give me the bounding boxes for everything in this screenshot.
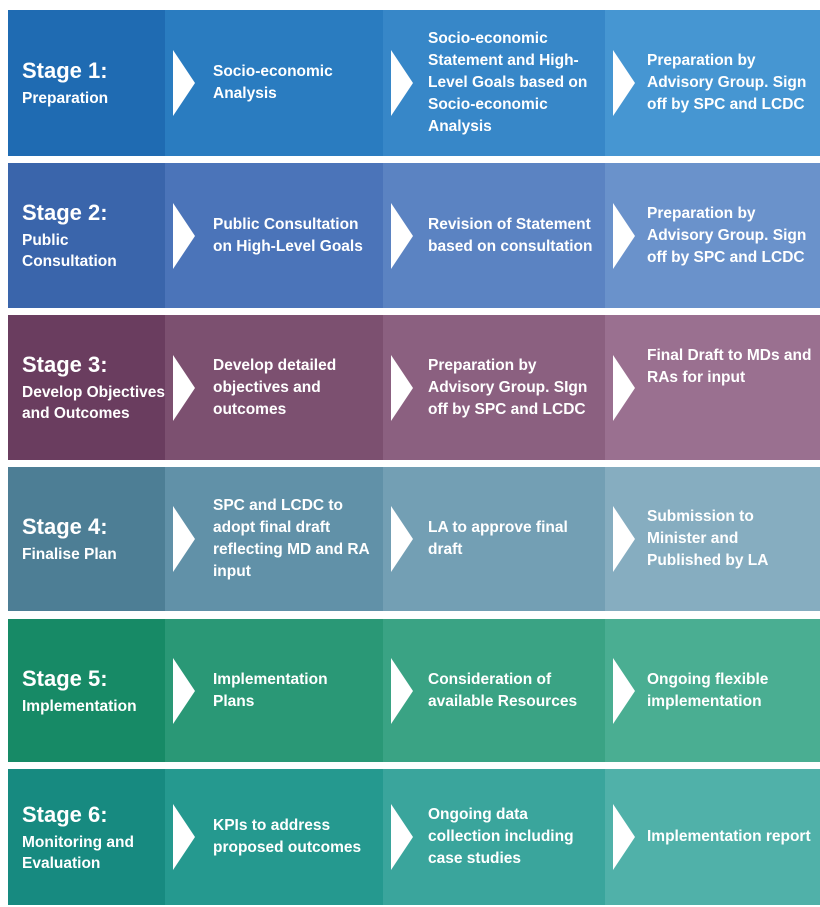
chevron-right-icon [173,658,195,724]
stage-step-3 [605,769,820,905]
chevron-right-icon [613,355,635,421]
step-text: Preparation by Advisory Group. Sign off by SPC and LCDC [647,204,807,266]
stage-subtitle: Preparation [22,90,109,107]
step-text: Ongoing data collection including case studies [428,806,574,867]
stage-step-1 [165,619,383,762]
stage-step-3 [605,10,820,156]
chevron-right-icon [391,50,413,116]
step-text: KPIs to address proposed outcomes [213,817,362,856]
step-text: Ongoing flexible implementation [647,670,769,710]
stage-row-3 [8,315,820,460]
stage-title: Stage 4: [22,514,108,539]
step-text: Socio-economic Analysis [213,63,333,102]
stage-row-4 [8,467,820,611]
step-text: Implementation report [647,828,811,845]
stage-title: Stage 3: [22,352,108,377]
chevron-right-icon [391,355,413,421]
stage-label-cell [8,315,165,460]
stage-label-cell [8,769,165,905]
stage-row-5 [8,619,820,762]
step-text: Final Draft to MDs and RAs for input [647,347,812,386]
stage-title: Stage 6: [22,801,108,827]
step-text: Preparation by Advisory Group. Sign off by SPC and LCDC [647,52,807,113]
stage-step-2 [383,619,605,762]
step-text: LA to approve final draft [428,519,568,558]
chevron-right-icon [391,203,413,269]
chevron-right-icon [613,203,635,269]
chevron-right-icon [391,804,413,870]
stage-title: Stage 1: [22,58,108,83]
chevron-right-icon [173,203,195,269]
stage-label-cell [8,10,165,156]
step-text: Public Consultation on High-Level Goals [213,215,363,255]
chevron-right-icon [613,658,635,724]
stage-row-6 [8,769,820,905]
step-text: Revision of Statement based on consultation [428,215,593,255]
step-text: Socio-economic Statement and High-Level Goals based on Socio-economic Analysis [428,30,588,135]
stage-row-2 [8,163,820,308]
stage-label-cell [8,619,165,762]
stage-subtitle: Implementation [22,697,137,715]
stage-row-1 [8,10,820,156]
step-text: Implementation Plans [213,670,328,710]
stage-label-cell [8,163,165,308]
stage-step-1 [165,163,383,308]
stage-subtitle: Finalise Plan [22,546,117,563]
step-text: Submission to Minister and Published by LA [647,508,769,569]
step-text: SPC and LCDC to adopt final draft reflecting MD and RA input [213,497,370,580]
stage-step-2 [383,315,605,460]
stage-subtitle: Public Consultation [22,232,117,270]
chevron-right-icon [173,50,195,116]
stage-step-1 [165,315,383,460]
step-text: Consideration of available Resources [428,670,578,710]
chevron-right-icon [613,50,635,116]
chevron-right-icon [173,355,195,421]
stage-step-3 [605,467,820,611]
stage-step-2 [383,467,605,611]
stage-step-2 [383,769,605,905]
stage-step-3 [605,315,820,460]
stage-title: Stage 5: [22,665,108,691]
chevron-right-icon [173,506,195,572]
chevron-right-icon [173,804,195,870]
stage-step-1 [165,10,383,156]
stage-label-cell [8,467,165,611]
stage-step-2 [383,163,605,308]
chevron-right-icon [391,506,413,572]
stage-subtitle: Develop Objectives and Outcomes [22,384,166,422]
chevron-right-icon [391,658,413,724]
step-text: Preparation by Advisory Group. SIgn off by SPC and LCDC [428,356,588,418]
stage-step-3 [605,163,820,308]
stage-subtitle: Monitoring and Evaluation [22,833,134,872]
step-text: Develop detailed objectives and outcomes [213,356,337,418]
stage-step-3 [605,619,820,762]
stage-step-1 [165,769,383,905]
stage-title: Stage 2: [22,200,108,225]
stage-step-1 [165,467,383,611]
chevron-right-icon [613,804,635,870]
stage-step-2 [383,10,605,156]
chevron-right-icon [613,506,635,572]
